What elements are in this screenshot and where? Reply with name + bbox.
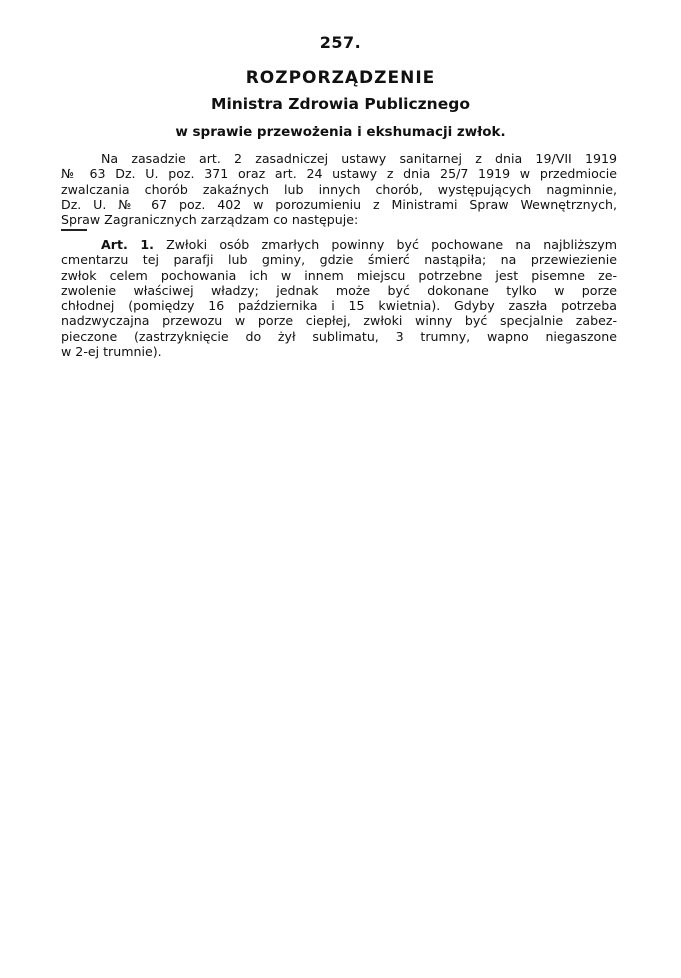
document-title: ROZPORZĄDZENIE — [245, 68, 436, 88]
article-1-paragraph — [61, 237, 617, 359]
article-1-line: zwłok celem pochowania ich w innem miejscu potrzebne jest pisemne ze- — [61, 267, 617, 283]
article-1-line: zwolenie właściwej władzy; jednak może być dokonane tylko w porze — [61, 282, 617, 298]
article-1-line: nadzwyczajna przewozu w porze ciepłej, zwłoki winny być specjalnie zabez- — [61, 313, 617, 329]
document-subtitle: Ministra Zdrowia Publicznego — [211, 95, 470, 113]
intro-line: Spraw Zagranicznych zarządzam co następuje: — [61, 212, 359, 228]
intro-line: Dz. U. № 67 poz. 402 w porozumieniu z Ministrami Spraw Wewnętrznych, — [61, 196, 617, 212]
section-divider — [61, 229, 87, 231]
article-1-line: pieczone (zastrzyknięcie do żył sublimatu, 3 trumny, wapno niegaszone — [61, 328, 617, 344]
intro-line: № 63 Dz. U. poz. 371 oraz art. 24 ustawy z dnia 25/7 1919 w przedmiocie — [61, 166, 617, 182]
article-1-line: chłodnej (pomiędzy 16 października i 15 kwietnia). Gdyby zaszła potrzeba — [61, 298, 617, 314]
intro-paragraph — [61, 151, 617, 227]
article-1-first-line — [61, 237, 617, 252]
document-subject: w sprawie przewożenia i ekshumacji zwłok. — [175, 124, 506, 140]
article-1-line: w 2-ej trumnie). — [61, 344, 162, 360]
article-1-label: Art. 1. — [101, 237, 154, 252]
article-1-first-line-text: Zwłoki osób zmarłych powinny być pochowane na najbliższym — [166, 237, 617, 252]
article-1-line: cmentarzu tej parafji lub gminy, gdzie śmierć nastąpiła; na przewiezienie — [61, 252, 617, 268]
document-number: 257. — [319, 33, 362, 52]
intro-line: zwalczania chorób zakaźnych lub innych chorób, występujących nagminnie, — [61, 181, 617, 197]
intro-line: Na zasadzie art. 2 zasadniczej ustawy sanitarnej z dnia 19/VII 1919 — [101, 151, 617, 166]
